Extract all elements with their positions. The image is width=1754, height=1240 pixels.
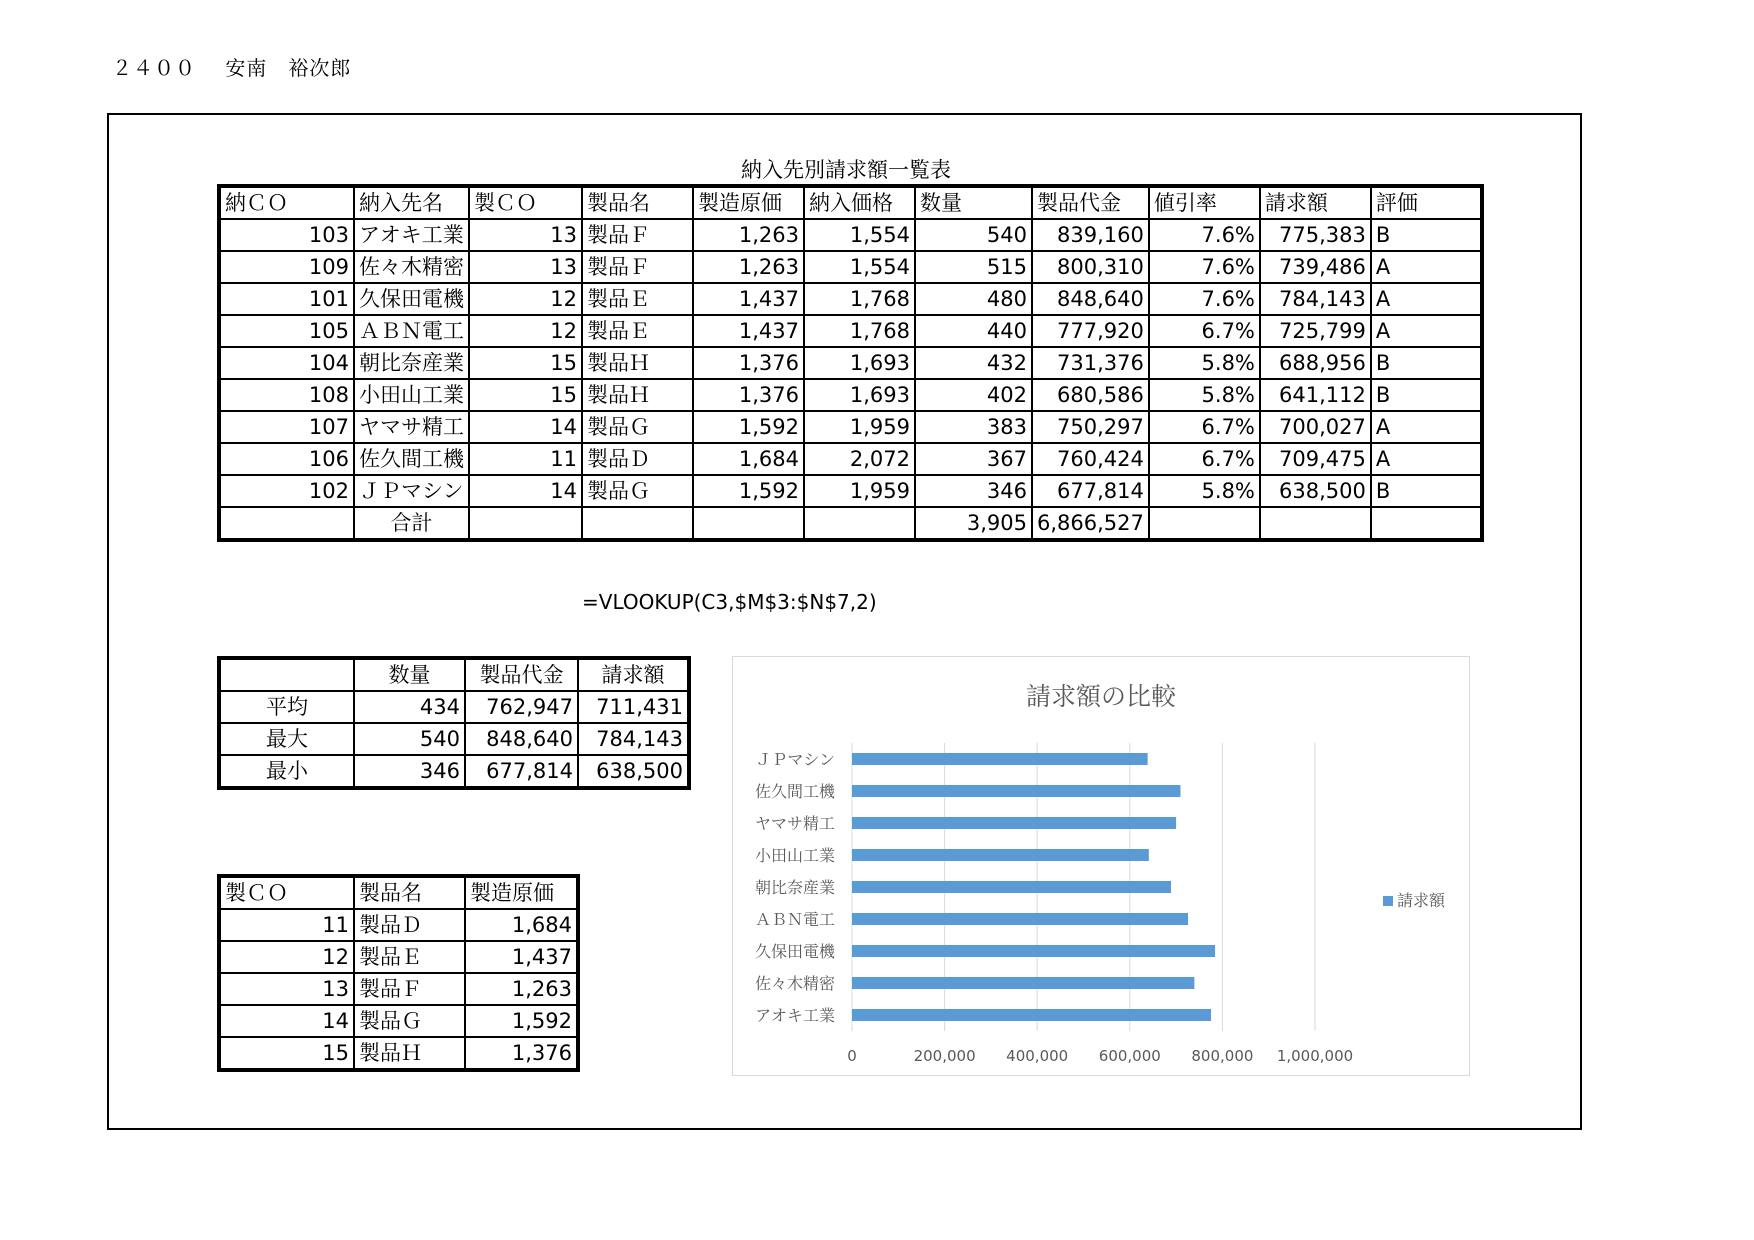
- table-cell: B: [1371, 347, 1482, 379]
- table-cell: 107: [219, 411, 354, 443]
- table-cell: 12: [219, 941, 354, 973]
- table-cell: 15: [469, 347, 582, 379]
- table-cell: 製品Ｇ: [582, 411, 693, 443]
- table-row: [219, 251, 1482, 283]
- table-cell: 1,592: [693, 411, 804, 443]
- column-header: 納入価格: [804, 186, 915, 219]
- bar: [852, 913, 1188, 925]
- y-tick-label: 久保田電機: [754, 942, 835, 961]
- column-header: 製造原価: [693, 186, 804, 219]
- stats-row: [219, 691, 689, 723]
- table-cell: 製品Ｅ: [582, 315, 693, 347]
- table-row: [219, 315, 1482, 347]
- table-cell: 106: [219, 443, 354, 475]
- table-cell: 432: [915, 347, 1032, 379]
- table-row: [219, 347, 1482, 379]
- x-tick-label: 0: [847, 1047, 857, 1065]
- empty-cell: [219, 507, 354, 540]
- table-cell: 1,263: [693, 219, 804, 251]
- table-cell: A: [1371, 283, 1482, 315]
- table-cell: 1,959: [804, 475, 915, 507]
- table-cell: 6.7%: [1149, 411, 1260, 443]
- table-cell: 777,920: [1032, 315, 1149, 347]
- table-cell: 480: [915, 283, 1032, 315]
- row-label: 平均: [219, 691, 354, 723]
- bar: [852, 1009, 1211, 1021]
- table-cell: 1,437: [465, 941, 578, 973]
- x-tick-label: 1,000,000: [1276, 1047, 1354, 1065]
- empty-cell: [582, 507, 693, 540]
- billing-chart: [732, 656, 1470, 1076]
- empty-cell: [1260, 507, 1371, 540]
- table-cell: 731,376: [1032, 347, 1149, 379]
- table-cell: B: [1371, 219, 1482, 251]
- table-cell: 7.6%: [1149, 251, 1260, 283]
- table-cell: 製品Ｈ: [582, 379, 693, 411]
- table-cell: A: [1371, 251, 1482, 283]
- bar: [852, 817, 1176, 829]
- y-tick-label: ＪＰマシン: [755, 750, 835, 769]
- table-cell: 1,592: [693, 475, 804, 507]
- y-tick-label: 小田山工業: [754, 846, 835, 865]
- table-cell: 15: [219, 1037, 354, 1070]
- table-cell: ヤマサ精工: [354, 411, 469, 443]
- table-cell: 750,297: [1032, 411, 1149, 443]
- table-cell: 677,814: [465, 755, 578, 788]
- total-quantity: 3,905: [915, 507, 1032, 540]
- column-header: 数量: [915, 186, 1032, 219]
- table-cell: 848,640: [1032, 283, 1149, 315]
- table-cell: 709,475: [1260, 443, 1371, 475]
- table-cell: 105: [219, 315, 354, 347]
- product-master-table: [217, 874, 580, 1072]
- table-cell: 677,814: [1032, 475, 1149, 507]
- table-cell: 1,693: [804, 379, 915, 411]
- table-cell: 1,959: [804, 411, 915, 443]
- table-cell: 102: [219, 475, 354, 507]
- table-cell: 12: [469, 315, 582, 347]
- table-cell: 5.8%: [1149, 379, 1260, 411]
- column-header: 請求額: [1260, 186, 1371, 219]
- product-row: [219, 941, 578, 973]
- table-cell: 784,143: [578, 723, 689, 755]
- table-cell: 383: [915, 411, 1032, 443]
- table-cell: 1,437: [693, 315, 804, 347]
- table-row: [219, 443, 1482, 475]
- x-tick-label: 800,000: [1191, 1047, 1254, 1065]
- bar: [852, 785, 1180, 797]
- table-cell: 700,027: [1260, 411, 1371, 443]
- table-cell: 1,554: [804, 251, 915, 283]
- table-cell: 佐々木精密: [354, 251, 469, 283]
- empty-cell: [1371, 507, 1482, 540]
- table-cell: 5.8%: [1149, 475, 1260, 507]
- table-cell: 7.6%: [1149, 219, 1260, 251]
- y-tick-label: アオキ工業: [755, 1006, 835, 1025]
- product-row: [219, 1005, 578, 1037]
- stats-header-row: [219, 658, 689, 691]
- table-cell: 1,437: [693, 283, 804, 315]
- x-tick-label: 600,000: [1098, 1047, 1161, 1065]
- table-cell: 11: [219, 909, 354, 941]
- table-cell: 104: [219, 347, 354, 379]
- table-cell: 540: [915, 219, 1032, 251]
- page-header: [112, 52, 373, 81]
- table-cell: A: [1371, 411, 1482, 443]
- column-header: 製品代金: [465, 658, 578, 691]
- table-cell: 11: [469, 443, 582, 475]
- table-cell: 6.7%: [1149, 443, 1260, 475]
- table-cell: 13: [469, 251, 582, 283]
- table-cell: A: [1371, 315, 1482, 347]
- legend-swatch: [1383, 896, 1393, 906]
- table-cell: 760,424: [1032, 443, 1149, 475]
- total-row: [219, 507, 1482, 540]
- table-cell: 1,768: [804, 283, 915, 315]
- table-cell: 440: [915, 315, 1032, 347]
- table-cell: 638,500: [1260, 475, 1371, 507]
- table-header-row: [219, 186, 1482, 219]
- column-header: 評価: [1371, 186, 1482, 219]
- column-header: 製造原価: [465, 876, 578, 909]
- table-row: [219, 283, 1482, 315]
- table-cell: 2,072: [804, 443, 915, 475]
- table-cell: 346: [354, 755, 465, 788]
- bar: [852, 849, 1149, 861]
- billing-table: [217, 184, 1484, 542]
- column-header: 数量: [354, 658, 465, 691]
- table-cell: A: [1371, 443, 1482, 475]
- table-cell: 製品Ｅ: [582, 283, 693, 315]
- table-cell: 108: [219, 379, 354, 411]
- legend-label: 請求額: [1397, 891, 1446, 910]
- student-name: 安南 裕次郎: [225, 56, 352, 80]
- table-cell: 6.7%: [1149, 315, 1260, 347]
- table-cell: 13: [219, 973, 354, 1005]
- table-cell: 1,592: [465, 1005, 578, 1037]
- row-label: 最小: [219, 755, 354, 788]
- table-cell: 775,383: [1260, 219, 1371, 251]
- table-cell: 346: [915, 475, 1032, 507]
- product-row: [219, 909, 578, 941]
- column-header: 製品代金: [1032, 186, 1149, 219]
- table-cell: 1,376: [465, 1037, 578, 1070]
- product-row: [219, 1037, 578, 1070]
- table-cell: 1,263: [465, 973, 578, 1005]
- table-cell: 製品Ｆ: [582, 251, 693, 283]
- column-header: 製ＣＯ: [469, 186, 582, 219]
- y-tick-label: ヤマサ精工: [754, 814, 835, 833]
- bar: [852, 753, 1148, 765]
- y-tick-label: 佐久間工機: [754, 782, 835, 801]
- table-cell: 839,160: [1032, 219, 1149, 251]
- table-cell: 製品Ｈ: [582, 347, 693, 379]
- table-cell: 1,768: [804, 315, 915, 347]
- column-header: [219, 658, 354, 691]
- column-header: 製ＣＯ: [219, 876, 354, 909]
- table-cell: ＪＰマシン: [354, 475, 469, 507]
- empty-cell: [1149, 507, 1260, 540]
- y-tick-label: ＡＢＮ電工: [754, 910, 835, 929]
- x-tick-label: 200,000: [913, 1047, 976, 1065]
- table-cell: 800,310: [1032, 251, 1149, 283]
- bar: [852, 945, 1215, 957]
- table-row: [219, 219, 1482, 251]
- table-cell: 515: [915, 251, 1032, 283]
- table-cell: B: [1371, 379, 1482, 411]
- table-cell: 製品Ｈ: [354, 1037, 465, 1070]
- table-cell: 製品Ｆ: [354, 973, 465, 1005]
- table-cell: 725,799: [1260, 315, 1371, 347]
- table-cell: 13: [469, 219, 582, 251]
- table-cell: 製品Ｄ: [582, 443, 693, 475]
- table-cell: 1,684: [693, 443, 804, 475]
- column-header: 製品名: [354, 876, 465, 909]
- bar: [852, 977, 1194, 989]
- table-row: [219, 411, 1482, 443]
- table-cell: 540: [354, 723, 465, 755]
- table-cell: 製品Ｆ: [582, 219, 693, 251]
- student-code: ２４００: [112, 56, 196, 80]
- table-cell: 製品Ｄ: [354, 909, 465, 941]
- table-cell: 製品Ｅ: [354, 941, 465, 973]
- table-cell: 1,684: [465, 909, 578, 941]
- stats-row: [219, 723, 689, 755]
- bar: [852, 881, 1171, 893]
- table-cell: 1,263: [693, 251, 804, 283]
- chart-canvas: [733, 657, 1469, 1075]
- table-cell: 762,947: [465, 691, 578, 723]
- formula-note: =VLOOKUP(C3,$M$3:$N$7,2): [582, 590, 877, 614]
- table-cell: 12: [469, 283, 582, 315]
- product-header-row: [219, 876, 578, 909]
- total-label: 合計: [354, 507, 469, 540]
- table-row: [219, 475, 1482, 507]
- column-header: 納ＣＯ: [219, 186, 354, 219]
- table-cell: 367: [915, 443, 1032, 475]
- table-cell: 711,431: [578, 691, 689, 723]
- column-header: 製品名: [582, 186, 693, 219]
- table-cell: 101: [219, 283, 354, 315]
- table-cell: B: [1371, 475, 1482, 507]
- y-tick-label: 朝比奈産業: [754, 878, 835, 897]
- table-cell: 784,143: [1260, 283, 1371, 315]
- empty-cell: [469, 507, 582, 540]
- table-cell: 朝比奈産業: [354, 347, 469, 379]
- table-cell: 14: [219, 1005, 354, 1037]
- table-cell: 109: [219, 251, 354, 283]
- empty-cell: [693, 507, 804, 540]
- table-cell: 1,554: [804, 219, 915, 251]
- table-cell: 製品Ｇ: [354, 1005, 465, 1037]
- table-cell: ＡＢＮ電工: [354, 315, 469, 347]
- column-header: 請求額: [578, 658, 689, 691]
- stats-table: [217, 656, 691, 790]
- row-label: 最大: [219, 723, 354, 755]
- chart-title: 請求額の比較: [1025, 682, 1177, 711]
- table-cell: 434: [354, 691, 465, 723]
- table-cell: 1,693: [804, 347, 915, 379]
- table-cell: 848,640: [465, 723, 578, 755]
- y-tick-label: 佐々木精密: [754, 974, 835, 993]
- table-cell: 1,376: [693, 347, 804, 379]
- table-cell: 680,586: [1032, 379, 1149, 411]
- table-row: [219, 379, 1482, 411]
- table-cell: 5.8%: [1149, 347, 1260, 379]
- table-title: 納入先別請求額一覧表: [741, 158, 951, 182]
- table-cell: 15: [469, 379, 582, 411]
- table-cell: 久保田電機: [354, 283, 469, 315]
- table-cell: 688,956: [1260, 347, 1371, 379]
- table-cell: 7.6%: [1149, 283, 1260, 315]
- table-cell: 641,112: [1260, 379, 1371, 411]
- table-cell: 103: [219, 219, 354, 251]
- column-header: 納入先名: [354, 186, 469, 219]
- table-cell: 14: [469, 475, 582, 507]
- x-tick-label: 400,000: [1006, 1047, 1069, 1065]
- table-cell: アオキ工業: [354, 219, 469, 251]
- table-cell: 小田山工業: [354, 379, 469, 411]
- table-cell: 1,376: [693, 379, 804, 411]
- table-cell: 佐久間工機: [354, 443, 469, 475]
- stats-row: [219, 755, 689, 788]
- table-cell: 739,486: [1260, 251, 1371, 283]
- product-row: [219, 973, 578, 1005]
- column-header: 値引率: [1149, 186, 1260, 219]
- table-cell: 638,500: [578, 755, 689, 788]
- total-amount: 6,866,527: [1032, 507, 1149, 540]
- table-cell: 製品Ｇ: [582, 475, 693, 507]
- table-cell: 402: [915, 379, 1032, 411]
- empty-cell: [804, 507, 915, 540]
- table-cell: 14: [469, 411, 582, 443]
